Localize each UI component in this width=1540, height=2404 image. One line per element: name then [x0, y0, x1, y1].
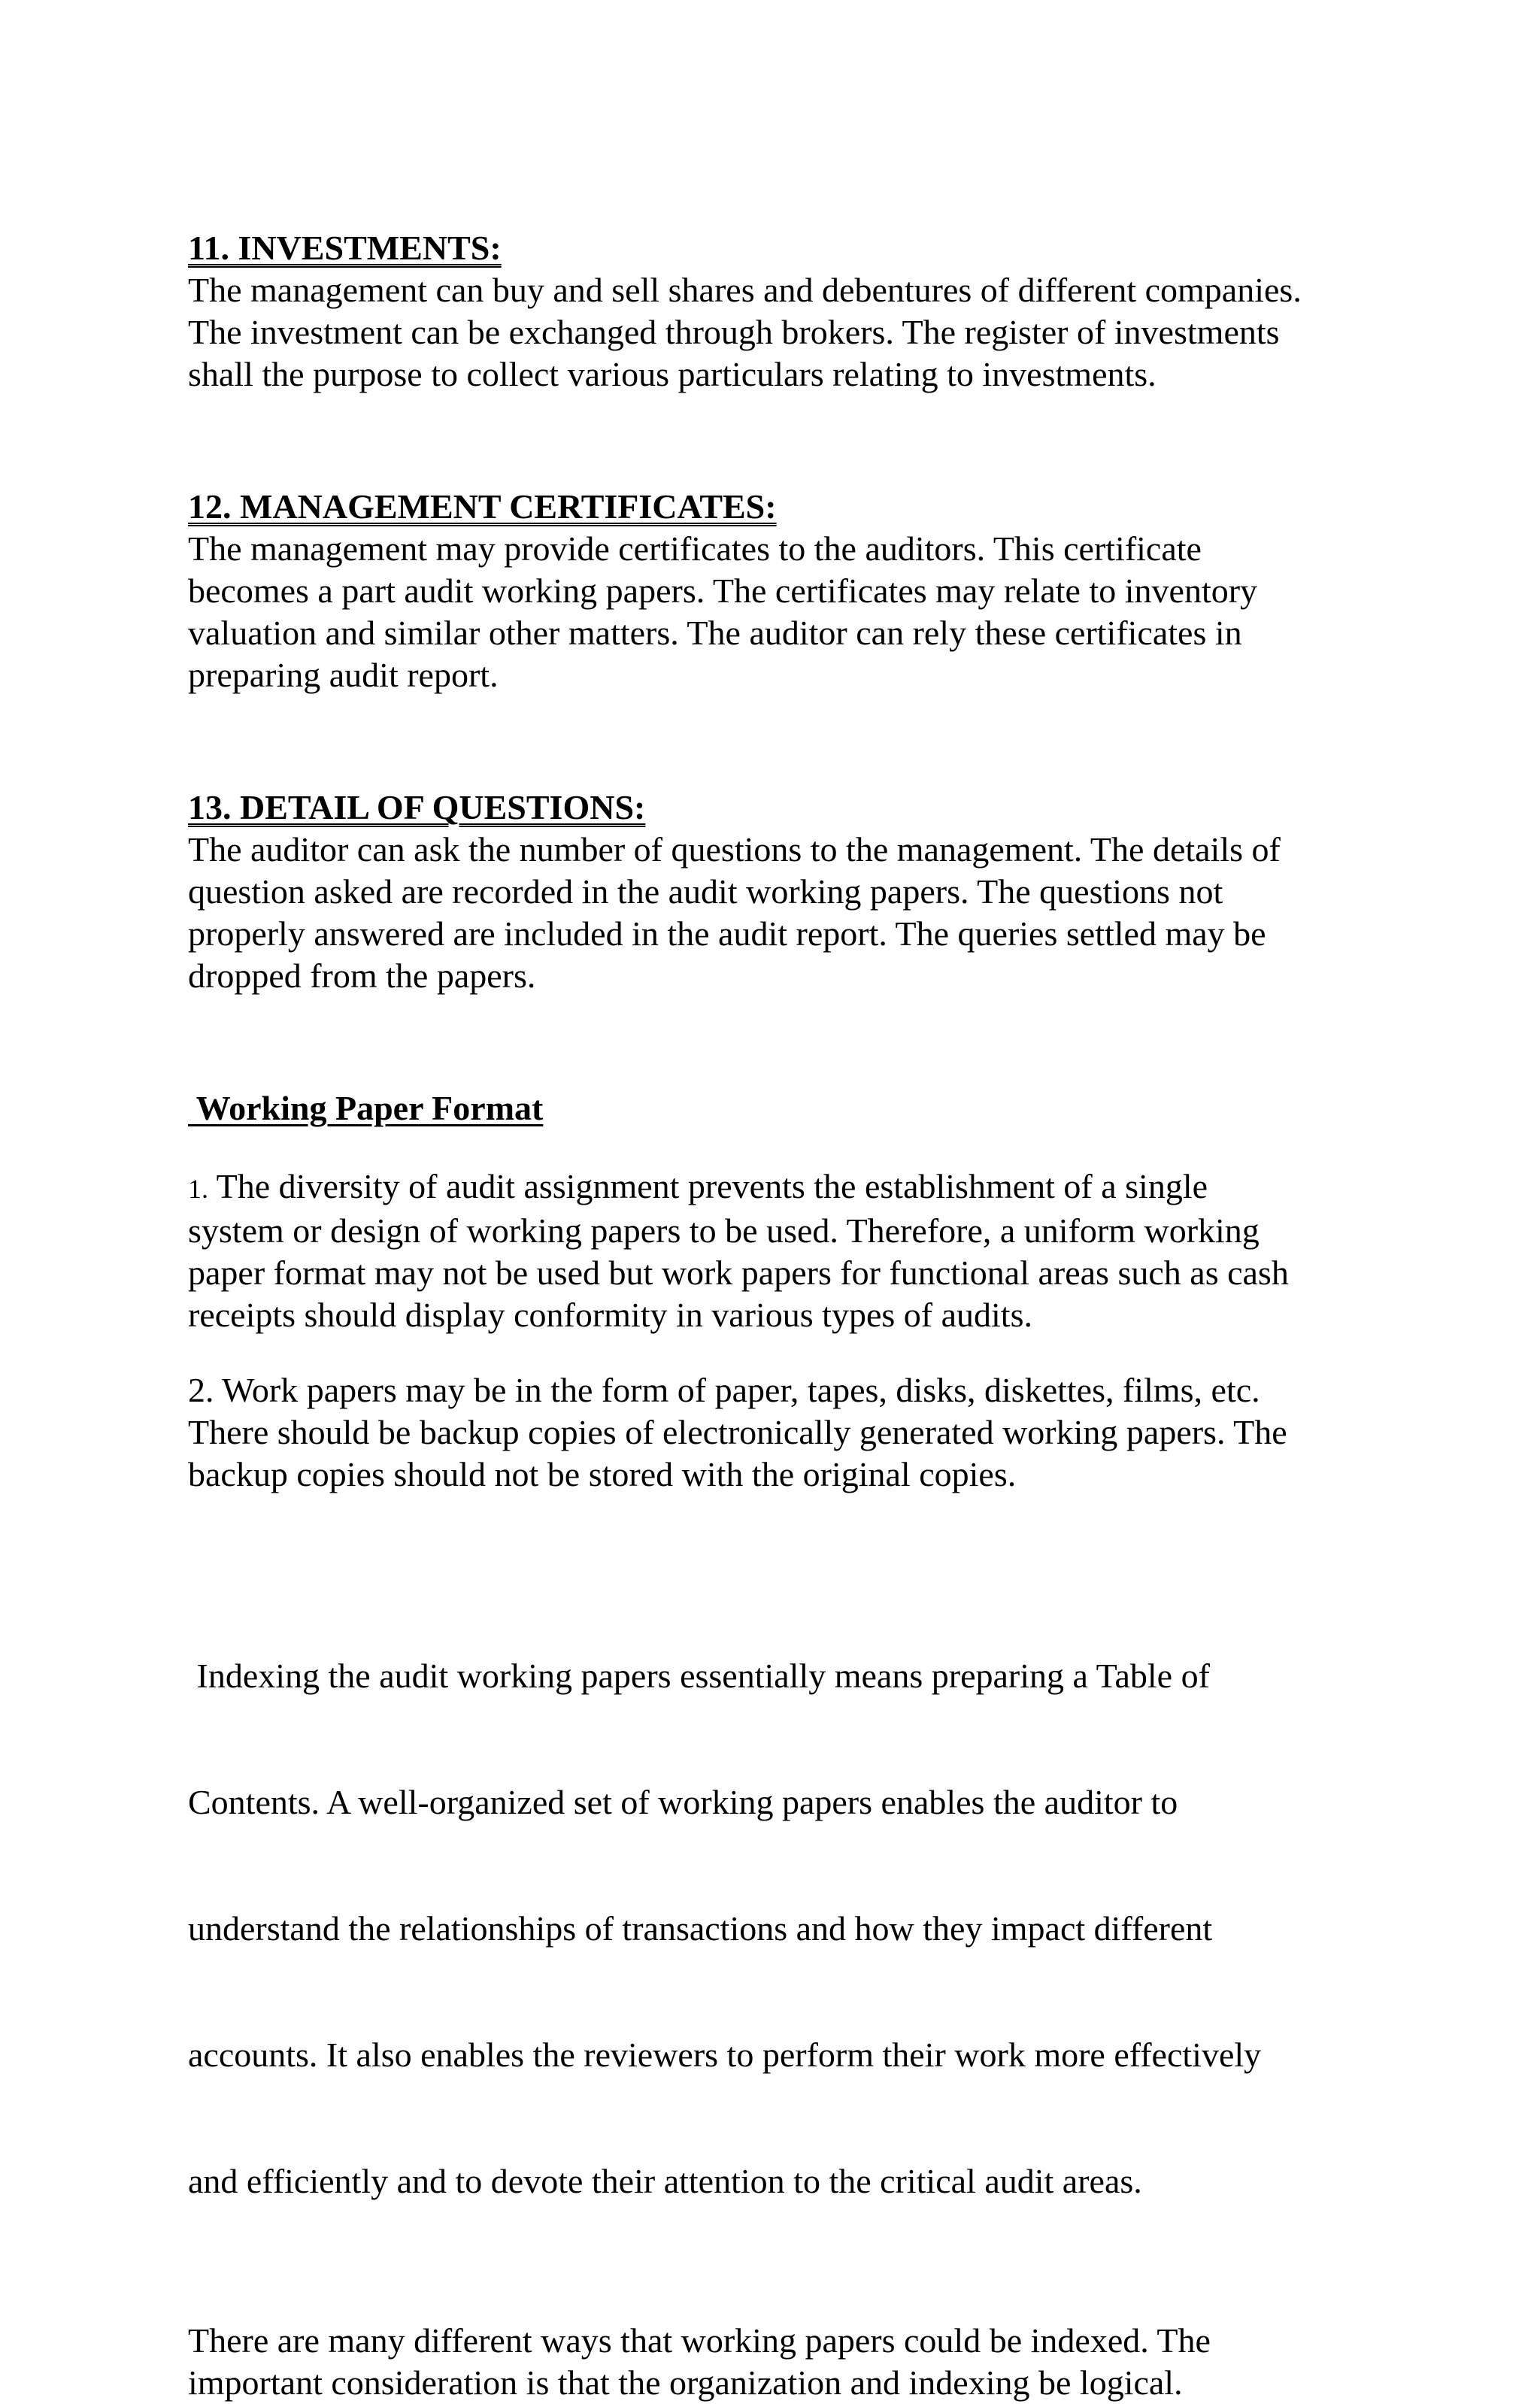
text-line: The auditor can ask the number of questions to the management. The details of [188, 830, 1281, 869]
section-body [188, 829, 1406, 997]
section-detail-of-questions [188, 787, 1406, 997]
section-body [188, 528, 1406, 696]
text-line: Indexing the audit working papers essentially means preparing a Table of [188, 1657, 1210, 1695]
text-line: There should be backup copies of electronically generated working papers. The [188, 1413, 1287, 1451]
section-management-certificates [188, 486, 1406, 696]
text-line: question asked are recorded in the audit working papers. The questions not [188, 872, 1223, 911]
text-line: backup copies should not be stored with the original copies. [188, 1455, 1017, 1493]
text-line: The investment can be exchanged through brokers. The register of investments [188, 313, 1280, 351]
format-item-1 [188, 1166, 1406, 1336]
section-title: 12. MANAGEMENT CERTIFICATES: [188, 487, 777, 526]
text-line: important consideration is that the organization and indexing be logical. [188, 2363, 1183, 2402]
text-line: Work papers may be in the form of paper, tapes, disks, diskettes, films, etc. [214, 1371, 1260, 1409]
text-line: preparing audit report. [188, 656, 499, 694]
text-line: The diversity of audit assignment prevents the establishment of a single [208, 1167, 1208, 1205]
working-paper-format [188, 1087, 1406, 1496]
item-number: 2. [188, 1371, 214, 1409]
text-line: There are many different ways that working papers could be indexed. The [188, 2321, 1211, 2360]
text-line: and efficiently and to devote their attention to the critical audit areas. [188, 2162, 1142, 2200]
text-line: The management can buy and sell shares and debentures of different companies. [188, 271, 1302, 309]
section-body [188, 269, 1406, 396]
text-line: valuation and similar other matters. The auditor can rely these certificates in [188, 614, 1242, 652]
item-number: 1. [188, 1174, 208, 1204]
document-page [188, 227, 1406, 2404]
section-investments [188, 227, 1406, 396]
text-line: system or design of working papers to be used. Therefore, a uniform working [188, 1211, 1260, 1250]
text-line: Contents. A well-organized set of working papers enables the auditor to [188, 1783, 1178, 1821]
text-line: The management may provide certificates to the auditors. This certificate [188, 529, 1202, 568]
text-line: accounts. It also enables the reviewers to perform their work more effectively [188, 2036, 1262, 2074]
text-line: dropped from the papers. [188, 956, 536, 995]
text-line: shall the purpose to collect various particulars relating to investments. [188, 355, 1157, 393]
text-line: understand the relationships of transactions and how they impact different [188, 1909, 1213, 1948]
section-title: 11. INVESTMENTS: [188, 229, 502, 267]
text-line: paper format may not be used but work papers for functional areas such as cash [188, 1254, 1289, 1292]
text-line: receipts should display conformity in various types of audits. [188, 1296, 1032, 1334]
section-title: 13. DETAIL OF QUESTIONS: [188, 788, 646, 826]
text-line: properly answered are included in the audit report. The queries settled may be [188, 914, 1266, 953]
indexing-paragraph [188, 1571, 1406, 2287]
closing-paragraph [188, 2320, 1406, 2404]
text-line: becomes a part audit working papers. The certificates may relate to inventory [188, 571, 1258, 610]
format-item-2 [188, 1369, 1406, 1496]
subsection-title: Working Paper Format [188, 1089, 544, 1127]
